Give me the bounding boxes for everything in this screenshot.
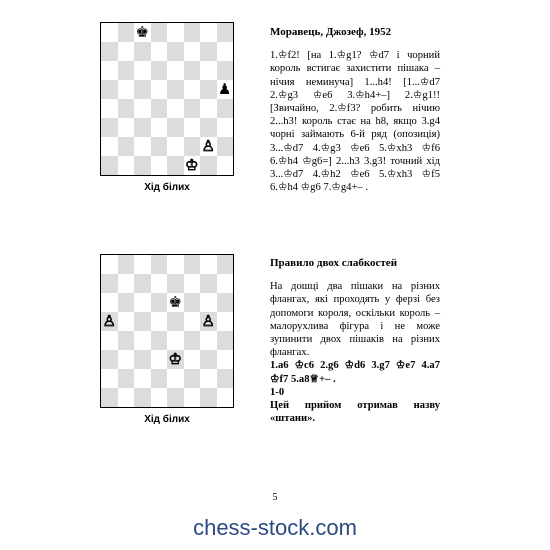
square-b5: [118, 80, 135, 99]
square-a8: [101, 255, 118, 274]
square-b2: [118, 369, 135, 388]
white-pawn-g-icon: ♙: [201, 312, 215, 330]
square-d2: [151, 137, 168, 156]
square-b6: [118, 293, 135, 312]
square-c3: [134, 350, 151, 369]
square-h5: [217, 312, 234, 331]
square-e4: [167, 331, 184, 350]
square-h6: [217, 293, 234, 312]
square-a3: [101, 118, 118, 137]
square-a7: [101, 42, 118, 61]
square-d8: [151, 255, 168, 274]
square-g4: [200, 331, 217, 350]
square-a8: [101, 23, 118, 42]
square-g7: [200, 274, 217, 293]
square-e1: [167, 156, 184, 175]
square-e4: [167, 99, 184, 118]
square-b4: [118, 99, 135, 118]
square-f2: [184, 369, 201, 388]
square-e7: [167, 42, 184, 61]
square-e7: [167, 274, 184, 293]
square-f4: [184, 331, 201, 350]
square-g8: [200, 23, 217, 42]
square-b3: [118, 350, 135, 369]
square-d3: [151, 350, 168, 369]
square-h8: [217, 255, 234, 274]
square-c6: [134, 293, 151, 312]
diagram-1-caption: Хід білих: [144, 182, 190, 193]
square-c1: [134, 156, 151, 175]
square-g3: [200, 350, 217, 369]
square-f8: [184, 23, 201, 42]
square-e2: [167, 137, 184, 156]
square-c2: [134, 137, 151, 156]
square-a1: [101, 388, 118, 407]
square-f5: [184, 80, 201, 99]
section-2-moves: 1.a6 ♔c6 2.g6 ♔d6 3.g7 ♔e7 4.a7 ♔f7 5.a8♕+– .: [270, 360, 440, 385]
square-b2: [118, 137, 135, 156]
square-c4: [134, 99, 151, 118]
white-king-icon: ♔: [168, 350, 182, 368]
square-c5: [134, 312, 151, 331]
square-b4: [118, 331, 135, 350]
square-b1: [118, 156, 135, 175]
section-2-body: На дошці два пішаки на різних флангах, які проходять у ферзі без допомоги короля, оскільки король – малорухлива фігура і не може зупинити двох пішаків на різних флангах.: [270, 281, 440, 359]
square-g6: [200, 61, 217, 80]
diagram-2-caption: Хід білих: [144, 414, 190, 425]
square-d3: [151, 118, 168, 137]
square-g6: [200, 293, 217, 312]
square-a5: [101, 80, 118, 99]
square-g1: [200, 388, 217, 407]
square-e1: [167, 388, 184, 407]
square-h2: [217, 369, 234, 388]
square-g5: [200, 312, 217, 331]
square-f7: [184, 274, 201, 293]
square-g1: [200, 156, 217, 175]
square-d4: [151, 99, 168, 118]
square-a2: [101, 137, 118, 156]
square-b3: [118, 118, 135, 137]
square-h2: [217, 137, 234, 156]
square-c1: [134, 388, 151, 407]
square-d5: [151, 312, 168, 331]
square-f1: [184, 156, 201, 175]
square-a5: [101, 312, 118, 331]
square-a6: [101, 61, 118, 80]
square-g7: [200, 42, 217, 61]
white-pawn-icon: ♙: [201, 137, 215, 155]
square-b5: [118, 312, 135, 331]
square-f5: [184, 312, 201, 331]
square-h3: [217, 350, 234, 369]
square-h7: [217, 42, 234, 61]
square-e6: [167, 293, 184, 312]
square-h8: [217, 23, 234, 42]
square-b6: [118, 61, 135, 80]
black-pawn-icon: ♟: [218, 80, 232, 98]
square-b7: [118, 274, 135, 293]
square-a2: [101, 369, 118, 388]
square-g3: [200, 118, 217, 137]
square-d1: [151, 156, 168, 175]
square-f3: [184, 118, 201, 137]
square-d5: [151, 80, 168, 99]
section-2-note: Цей прийом отримав назву «штани».: [270, 400, 440, 425]
square-g8: [200, 255, 217, 274]
square-h5: [217, 80, 234, 99]
square-h3: [217, 118, 234, 137]
square-a6: [101, 293, 118, 312]
square-f3: [184, 350, 201, 369]
square-f2: [184, 137, 201, 156]
site-watermark: chess-stock.com: [193, 515, 357, 540]
square-f1: [184, 388, 201, 407]
black-king-icon: ♚: [168, 293, 182, 311]
section-2-title: Правило двох слабкостей: [270, 257, 398, 269]
square-a4: [101, 99, 118, 118]
square-d8: [151, 23, 168, 42]
square-c7: [134, 42, 151, 61]
section-1-body: 1.♔f2! [на 1.♔g1? ♔d7 і чорний король встигає захистити пішака – нічия неминуча] 1...h4! [1...♔d7 2.♔g3 ♔e6 3.♔h4+–] 2.♔g1!! [Звичайно, 2.♔f3? робить нічию 2...h3! король стає на h8, якщо 3.g4 чорні займають 6-й ряд (опозиція) 3...♔d7 4.♔g3 ♔e6 5.♔xh3 ♔f6 6.♔h4 ♔g6=] 2...h3 3.g3! точний хід 3...♔d7 4.♔h2 ♔e6 5.♔xh3 ♔f5 6.♔h4 ♔g6 7.♔g4+– .: [270, 50, 440, 194]
square-h1: [217, 388, 234, 407]
square-b1: [118, 388, 135, 407]
square-e8: [167, 255, 184, 274]
square-f7: [184, 42, 201, 61]
square-d6: [151, 61, 168, 80]
square-e3: [167, 350, 184, 369]
section-2: [270, 257, 440, 425]
square-a4: [101, 331, 118, 350]
square-c3: [134, 118, 151, 137]
square-b8: [118, 255, 135, 274]
square-d7: [151, 274, 168, 293]
square-g4: [200, 99, 217, 118]
section-2-result: 1-0: [270, 386, 285, 398]
square-h1: [217, 156, 234, 175]
square-f8: [184, 255, 201, 274]
square-d1: [151, 388, 168, 407]
chess-diagram-1: [100, 22, 234, 176]
white-king-icon: ♔: [185, 156, 199, 174]
square-g5: [200, 80, 217, 99]
square-c8: [134, 255, 151, 274]
square-c8: [134, 23, 151, 42]
square-e5: [167, 312, 184, 331]
page-number: 5: [272, 492, 278, 503]
square-f6: [184, 293, 201, 312]
square-a7: [101, 274, 118, 293]
square-a3: [101, 350, 118, 369]
square-c7: [134, 274, 151, 293]
square-a1: [101, 156, 118, 175]
square-d2: [151, 369, 168, 388]
section-1-title: Моравець, Джозеф, 1952: [270, 26, 392, 38]
square-e6: [167, 61, 184, 80]
square-f4: [184, 99, 201, 118]
square-d7: [151, 42, 168, 61]
square-d6: [151, 293, 168, 312]
white-pawn-a-icon: ♙: [102, 312, 116, 330]
square-c4: [134, 331, 151, 350]
section-1: [270, 26, 440, 194]
square-c2: [134, 369, 151, 388]
square-d4: [151, 331, 168, 350]
square-h4: [217, 99, 234, 118]
square-e8: [167, 23, 184, 42]
square-c5: [134, 80, 151, 99]
square-c6: [134, 61, 151, 80]
square-g2: [200, 369, 217, 388]
square-e3: [167, 118, 184, 137]
square-h4: [217, 331, 234, 350]
square-e5: [167, 80, 184, 99]
square-f6: [184, 61, 201, 80]
square-g2: [200, 137, 217, 156]
square-e2: [167, 369, 184, 388]
square-h6: [217, 61, 234, 80]
square-h7: [217, 274, 234, 293]
black-king-icon: ♚: [135, 23, 149, 41]
square-b8: [118, 23, 135, 42]
square-b7: [118, 42, 135, 61]
chess-diagram-2: [100, 254, 234, 408]
